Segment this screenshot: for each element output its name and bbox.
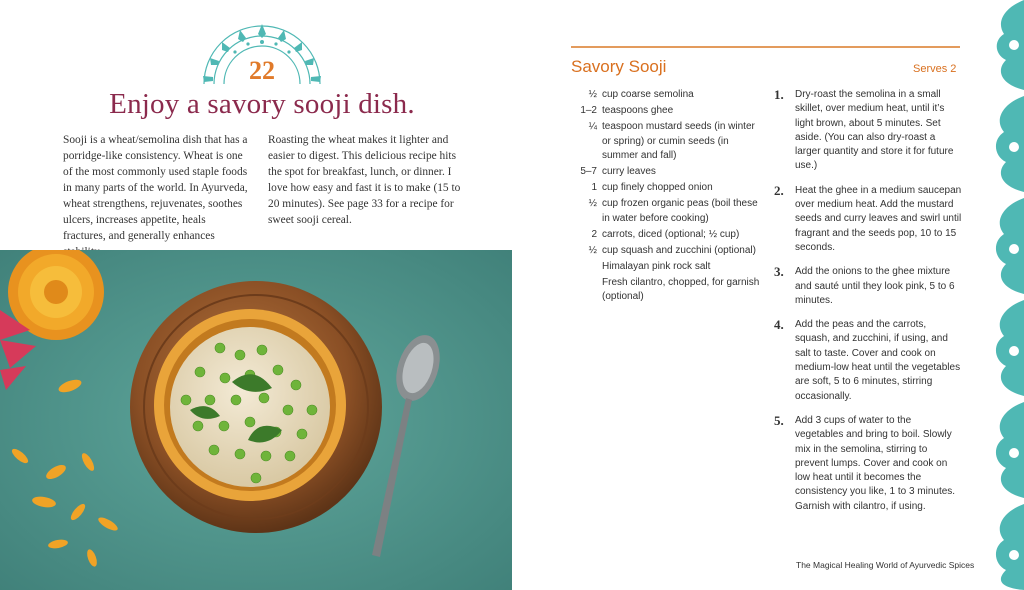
ingredient-text: teaspoon mustard seeds (in winter or spring) or cumin seeds (in summer and fall) — [602, 121, 755, 161]
step-number: 5. — [774, 412, 784, 428]
step-text: Add 3 cups of water to the vegetables and bring to boil. Slowly mix in the semolina, stirring to prevent lumps. Cover and cook on low heat until it becomes the consistency you like, 1 to 3 minutes. Garnish with cilantro, if using. — [795, 414, 956, 512]
sooji-dish-photo — [0, 250, 512, 590]
step-number: 3. — [774, 264, 784, 280]
step-number: 4. — [774, 317, 784, 333]
ingredient-item — [571, 88, 766, 103]
ingredient-item — [571, 260, 766, 275]
method-step — [774, 88, 962, 174]
ingredient-text: curry leaves — [602, 166, 656, 177]
page-headline: Enjoy a savory sooji dish. — [109, 88, 415, 120]
ingredient-qty: ½ — [588, 244, 597, 256]
step-text: Add the peas and the carrots, squash, and zucchini, if using, and salt to taste. Cover and cook on medium-low heat until the vegetables are soft, 5 to 6 minutes, stirring occasionally. — [795, 319, 961, 402]
step-number: 1. — [774, 87, 784, 102]
method-steps — [774, 88, 962, 524]
method-step — [774, 414, 962, 514]
ingredient-qty: ½ — [588, 89, 597, 100]
ingredient-qty: ½ — [588, 198, 597, 209]
ingredient-qty: 2 — [591, 228, 597, 240]
method-step — [774, 184, 962, 255]
step-text: Dry-roast the semolina in a small skillet, over medium heat, until it’s light brown, about 5 minutes. Set aside. (You can also dry-roast a larger quantity and store it for future use.) — [795, 89, 954, 172]
ingredient-text: Himalayan pink rock salt — [602, 260, 711, 272]
ingredient-text: teaspoons ghee — [602, 105, 674, 116]
ingredient-text: cup squash and zucchini (optional) — [602, 244, 756, 256]
recipe-serves: Serves 2 — [913, 63, 957, 75]
ingredients-list — [571, 88, 766, 306]
ingredient-item — [571, 120, 766, 164]
ingredient-qty: 5–7 — [580, 166, 597, 177]
ingredient-text: Fresh cilantro, chopped, for garnish (optional) — [602, 276, 760, 302]
ingredient-qty: 1–2 — [580, 105, 597, 116]
recipe-title: Savory Sooji — [571, 57, 667, 76]
method-step — [774, 318, 962, 404]
method-step — [774, 265, 962, 308]
intro-column-2: Roasting the wheat makes it lighter and easier to digest. This delicious recipe hits the spot for breakfast, lunch, or dinner. I love how easy and fast it is to make (15 to 20 minutes). See page 33 for a recipe for sweet sooji cereal. — [268, 134, 461, 226]
ingredient-item — [571, 276, 766, 305]
ingredient-item — [571, 244, 766, 259]
step-number: 2. — [774, 182, 784, 198]
ingredient-item — [571, 181, 766, 196]
tip-number: 22 — [249, 56, 275, 85]
intro-column-1: Sooji is a wheat/semolina dish that has a porridge-like consistency. Wheat is one of the most commonly used staple foods in many parts of the world. In Ayurveda, wheat strengthens, rejuvenates, soothes ulcers, increases appetite, heals fractures, and generally enhances — [63, 134, 248, 242]
ingredient-text: cup coarse semolina — [602, 89, 694, 100]
ingredient-qty: ¼ — [588, 121, 597, 132]
ingredient-text: cup finely chopped onion — [602, 182, 713, 193]
ingredient-qty: 1 — [591, 182, 597, 193]
step-text: Heat the ghee in a medium saucepan over medium heat. Add the mustard seeds and curry leaves and swirl until fragrant and the seeds pop, 10 to 15 seconds. — [795, 184, 962, 253]
ingredient-text: carrots, diced (optional; ½ cup) — [602, 228, 740, 240]
mandala-border-icon — [986, 0, 1024, 590]
ingredient-text: cup frozen organic peas (boil these in water before cooking) — [602, 198, 758, 224]
ingredient-item — [571, 165, 766, 180]
recipe-top-rule — [571, 46, 960, 48]
step-text: Add the onions to the ghee mixture and sauté until they look pink, 5 to 6 minutes. — [795, 266, 955, 306]
ingredient-qty — [571, 276, 602, 305]
ingredient-item — [571, 197, 766, 226]
ingredient-qty — [571, 260, 602, 275]
footer-book-title: The Magical Healing World of Ayurvedic Spices — [796, 560, 975, 570]
ingredient-item — [571, 228, 766, 243]
ingredient-item — [571, 104, 766, 119]
